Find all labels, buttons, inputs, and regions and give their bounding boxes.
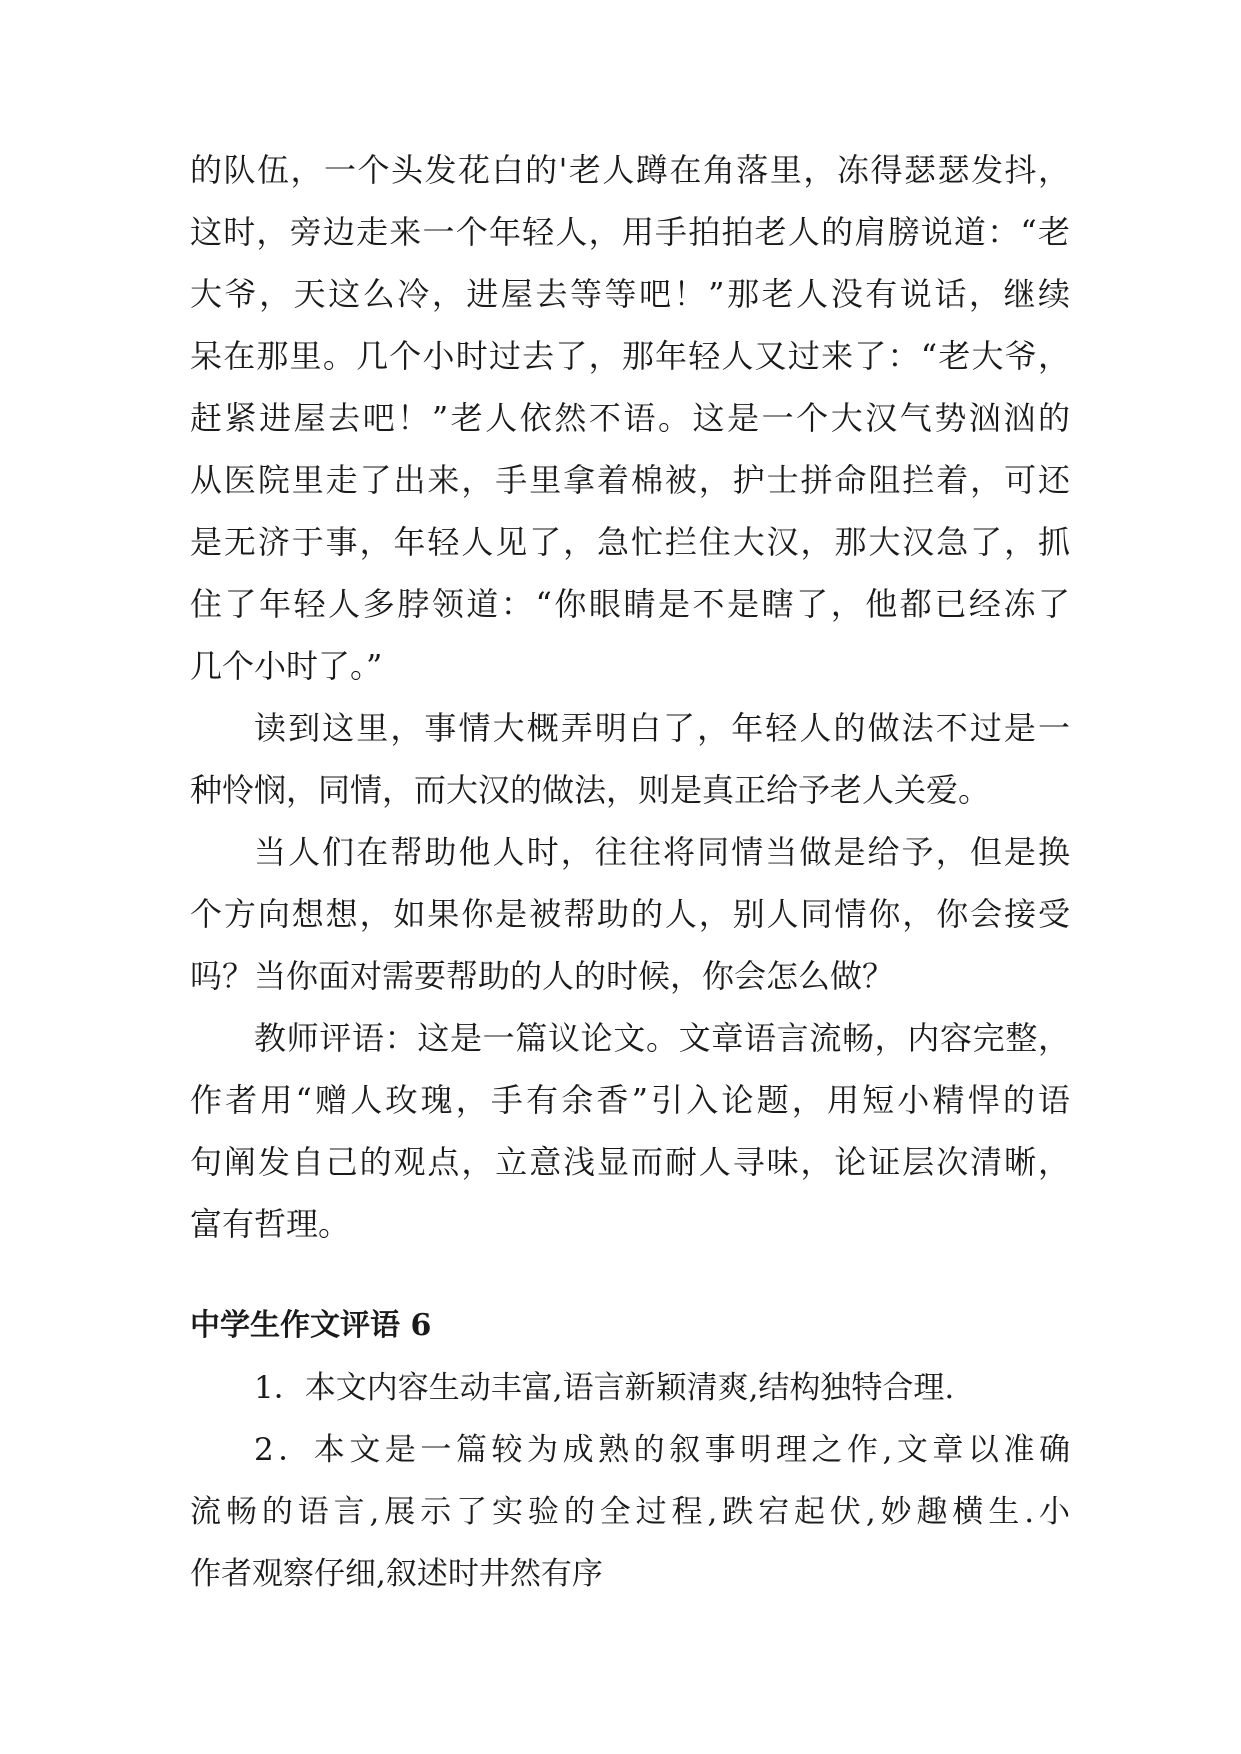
paragraph-line: 吗？当你面对需要帮助的人的时候，你会怎么做？ bbox=[190, 957, 895, 995]
list-item-line: 1．本文内容生动丰富,语言新颖清爽,结构独特合理. bbox=[254, 1370, 955, 1406]
paragraph-line: 是无济于事，年轻人见了，急忙拦住大汉，那大汉急了，抓 bbox=[190, 523, 1070, 561]
paragraph-line: 的队伍，一个头发花白的'老人蹲在角落里，冻得瑟瑟发抖， bbox=[190, 151, 1070, 189]
comment-line: 教师评语：这是一篇议论文。文章语言流畅，内容完整， bbox=[254, 1019, 1070, 1057]
list-item-line: 流畅的语言,展示了实验的全过程,跌宕起伏,妙趣横生.小 bbox=[190, 1494, 1070, 1530]
list-item-line: 2．本文是一篇较为成熟的叙事明理之作,文章以准确 bbox=[254, 1432, 1070, 1468]
paragraph-line: 大爷，天这么冷，进屋去等等吧！”那老人没有说话，继续 bbox=[190, 275, 1070, 313]
paragraph-line: 读到这里，事情大概弄明白了，年轻人的做法不过是一 bbox=[254, 709, 1070, 747]
paragraph-line: 赶紧进屋去吧！”老人依然不语。这是一个大汉气势汹汹的 bbox=[190, 399, 1070, 437]
list-item-line: 作者观察仔细,叙述时井然有序 bbox=[190, 1556, 603, 1592]
paragraph-line: 几个小时了。” bbox=[190, 647, 383, 685]
paragraph-line: 从医院里走了出来，手里拿着棉被，护士拼命阻拦着，可还 bbox=[190, 461, 1070, 499]
paragraph-line: 个方向想想，如果你是被帮助的人，别人同情你，你会接受 bbox=[190, 895, 1070, 933]
paragraph-line: 种怜悯，同情，而大汉的做法，则是真正给予老人关爱。 bbox=[190, 771, 991, 809]
paragraph-line: 呆在那里。几个小时过去了，那年轻人又过来了：“老大爷， bbox=[190, 337, 1070, 375]
comment-line: 富有哲理。 bbox=[190, 1205, 351, 1243]
paragraph-line: 当人们在帮助他人时，往往将同情当做是给予，但是换 bbox=[254, 833, 1070, 871]
paragraph-line: 住了年轻人多脖领道：“你眼睛是不是瞎了，他都已经冻了 bbox=[190, 585, 1070, 623]
comment-line: 作者用“赠人玫瑰，手有余香”引入论题，用短小精悍的语 bbox=[190, 1081, 1070, 1119]
section-heading: 中学生作文评语 6 bbox=[190, 1308, 432, 1343]
paragraph-line: 这时，旁边走来一个年轻人，用手拍拍老人的肩膀说道：“老 bbox=[190, 213, 1070, 251]
comment-line: 句阐发自己的观点，立意浅显而耐人寻味，论证层次清晰， bbox=[190, 1143, 1070, 1181]
